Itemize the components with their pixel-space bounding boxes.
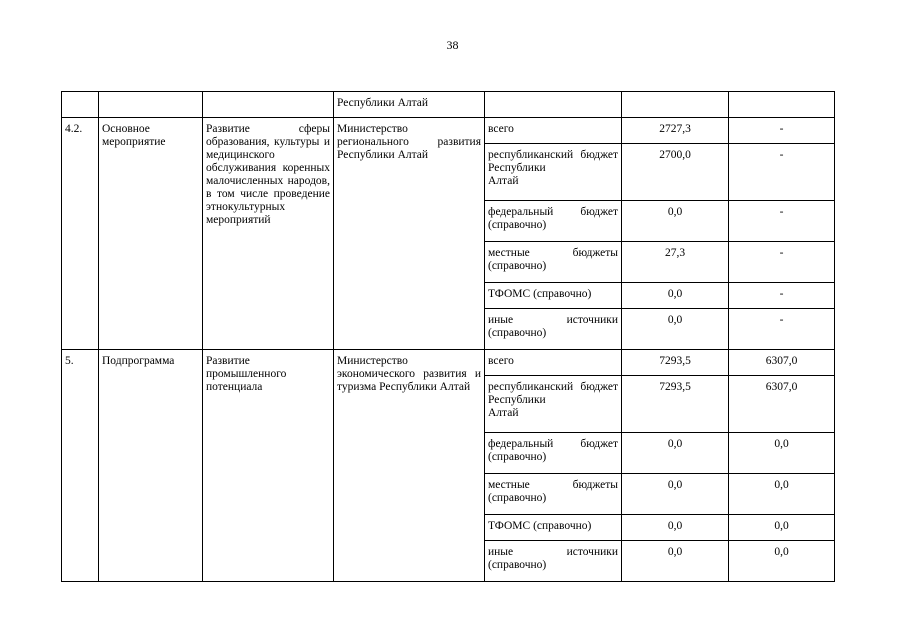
row-executor: Министерство регионального развития Республики Алтай bbox=[334, 118, 485, 350]
page-number: 38 bbox=[446, 38, 459, 52]
cell-empty bbox=[622, 92, 729, 118]
source-cell bbox=[485, 283, 622, 309]
value-2: 0,0 bbox=[729, 541, 835, 582]
value-2: 0,0 bbox=[729, 515, 835, 541]
source-label: республиканский бюджет Республики bbox=[488, 149, 618, 174]
source-label: всего bbox=[488, 123, 514, 135]
value-1: 27,3 bbox=[622, 242, 729, 283]
row-number: 5. bbox=[62, 350, 99, 582]
row-type: Подпрограмма bbox=[99, 350, 203, 582]
source-label-cont: (справочно) bbox=[488, 492, 547, 504]
value-2: - bbox=[729, 118, 835, 144]
source-label: республиканский бюджет Республики bbox=[488, 381, 618, 406]
value-1: 0,0 bbox=[622, 541, 729, 582]
row-number: 4.2. bbox=[62, 118, 99, 350]
source-cell bbox=[485, 376, 622, 433]
value-1: 0,0 bbox=[622, 433, 729, 474]
row-type: Основное мероприятие bbox=[99, 118, 203, 350]
program-table bbox=[61, 91, 835, 582]
source-cell bbox=[485, 118, 622, 144]
row-executor: Министерство экономического развития и туризма Республики Алтай bbox=[334, 350, 485, 582]
value-1: 0,0 bbox=[622, 201, 729, 242]
cell-executor-tail: Республики Алтай bbox=[334, 92, 485, 118]
value-2: - bbox=[729, 242, 835, 283]
value-2: - bbox=[729, 201, 835, 242]
value-1: 0,0 bbox=[622, 474, 729, 515]
source-label: всего bbox=[488, 355, 514, 367]
source-cell bbox=[485, 242, 622, 283]
value-2: - bbox=[729, 283, 835, 309]
source-label: иные источники bbox=[488, 546, 618, 558]
value-2: 0,0 bbox=[729, 474, 835, 515]
cell-empty bbox=[485, 92, 622, 118]
value-2: 0,0 bbox=[729, 433, 835, 474]
source-cell bbox=[485, 309, 622, 350]
value-1: 0,0 bbox=[622, 283, 729, 309]
cell-empty bbox=[729, 92, 835, 118]
source-label: местные бюджеты bbox=[488, 247, 618, 259]
value-2: 6307,0 bbox=[729, 376, 835, 433]
source-cell bbox=[485, 474, 622, 515]
source-cell bbox=[485, 350, 622, 376]
cell-empty bbox=[99, 92, 203, 118]
value-1: 0,0 bbox=[622, 515, 729, 541]
source-label: иные источники bbox=[488, 314, 618, 326]
value-1: 7293,5 bbox=[622, 350, 729, 376]
source-cell bbox=[485, 515, 622, 541]
source-label-cont: Алтай bbox=[488, 407, 519, 419]
table-row bbox=[62, 350, 835, 376]
value-2: - bbox=[729, 309, 835, 350]
source-label: федеральный бюджет bbox=[488, 438, 618, 450]
value-1: 2727,3 bbox=[622, 118, 729, 144]
source-cell bbox=[485, 144, 622, 201]
source-label: ТФОМС (справочно) bbox=[488, 288, 592, 300]
row-name: Развитие промышленного потенциала bbox=[203, 350, 334, 582]
row-name: Развитие сферы образования, культуры и медицинского обслуживания коренных малочисленных народов, в том числе проведение этнокультурных мероприятий bbox=[203, 118, 334, 350]
source-cell bbox=[485, 541, 622, 582]
cell-empty bbox=[203, 92, 334, 118]
continuation-row bbox=[62, 92, 835, 118]
source-label-cont: (справочно) bbox=[488, 219, 547, 231]
source-label: ТФОМС (справочно) bbox=[488, 520, 592, 532]
value-1: 2700,0 bbox=[622, 144, 729, 201]
source-label: федеральный бюджет bbox=[488, 206, 618, 218]
source-label: местные бюджеты bbox=[488, 479, 618, 491]
source-label-cont: (справочно) bbox=[488, 451, 547, 463]
value-2: 6307,0 bbox=[729, 350, 835, 376]
value-2: - bbox=[729, 144, 835, 201]
source-label-cont: (справочно) bbox=[488, 559, 547, 571]
source-cell bbox=[485, 201, 622, 242]
source-label-cont: (справочно) bbox=[488, 260, 547, 272]
table-row bbox=[62, 118, 835, 144]
cell-empty bbox=[62, 92, 99, 118]
value-1: 7293,5 bbox=[622, 376, 729, 433]
source-label-cont: (справочно) bbox=[488, 327, 547, 339]
source-label-cont: Алтай bbox=[488, 175, 519, 187]
source-cell bbox=[485, 433, 622, 474]
value-1: 0,0 bbox=[622, 309, 729, 350]
